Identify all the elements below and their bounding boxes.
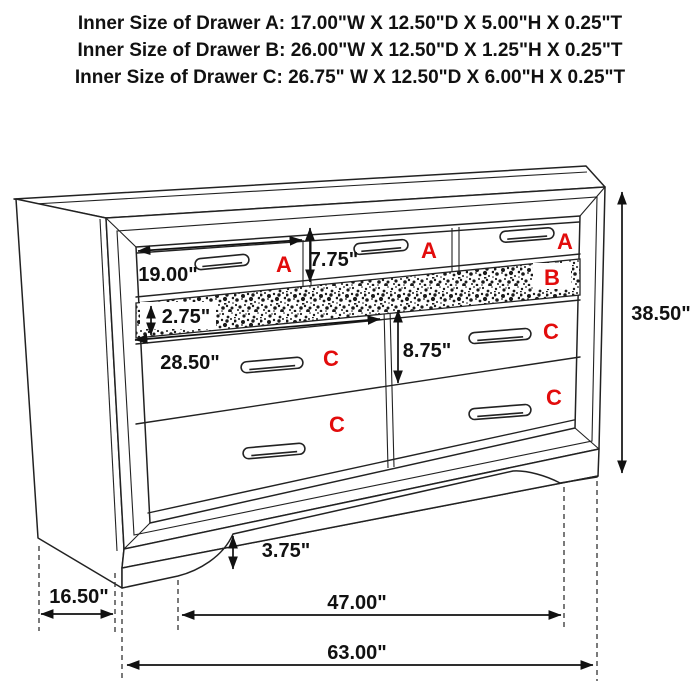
label-drawer-c1: C <box>323 346 339 371</box>
label-drawer-c4: C <box>546 385 562 410</box>
dim-drawer-a-width-label: 19.00" <box>138 264 198 286</box>
drawer-c-inner-size-line: Inner Size of Drawer C: 26.75" W X 12.50"D X 6.00"H X 0.25"T <box>74 67 626 88</box>
dim-hidden-drawer-height-label: 2.75" <box>161 306 211 328</box>
dim-depth <box>41 586 113 614</box>
label-drawer-a1: A <box>276 252 292 277</box>
dim-feet-span-label: 47.00" <box>327 592 387 614</box>
label-drawer-c3: C <box>543 319 559 344</box>
label-drawer-b: B <box>544 265 560 290</box>
dim-overall-width <box>127 642 593 665</box>
dim-drawer-a-height-label: 7.75" <box>309 249 359 271</box>
drawer-b-inner-size-line: Inner Size of Drawer B: 26.00"W X 12.50"D X 1.25"H X 0.25"T <box>77 40 623 61</box>
dim-overall-height <box>622 192 691 473</box>
label-drawer-a3: A <box>557 229 573 254</box>
dim-foot-height-label: 3.75" <box>261 540 311 562</box>
dim-overall-height-label: 38.50" <box>631 303 691 325</box>
dim-depth-label: 16.50" <box>49 586 109 608</box>
dim-overall-width-label: 63.00" <box>327 642 387 664</box>
drawer-a-inner-size-line: Inner Size of Drawer A: 17.00"W X 12.50"D X 5.00"H X 0.25"T <box>77 13 623 34</box>
dim-drawer-c-height-label: 8.75" <box>402 340 452 362</box>
label-drawer-a2: A <box>421 238 437 263</box>
dim-feet-span <box>182 592 561 615</box>
dim-drawer-c-width-label: 28.50" <box>160 352 220 374</box>
label-drawer-c2: C <box>329 412 345 437</box>
